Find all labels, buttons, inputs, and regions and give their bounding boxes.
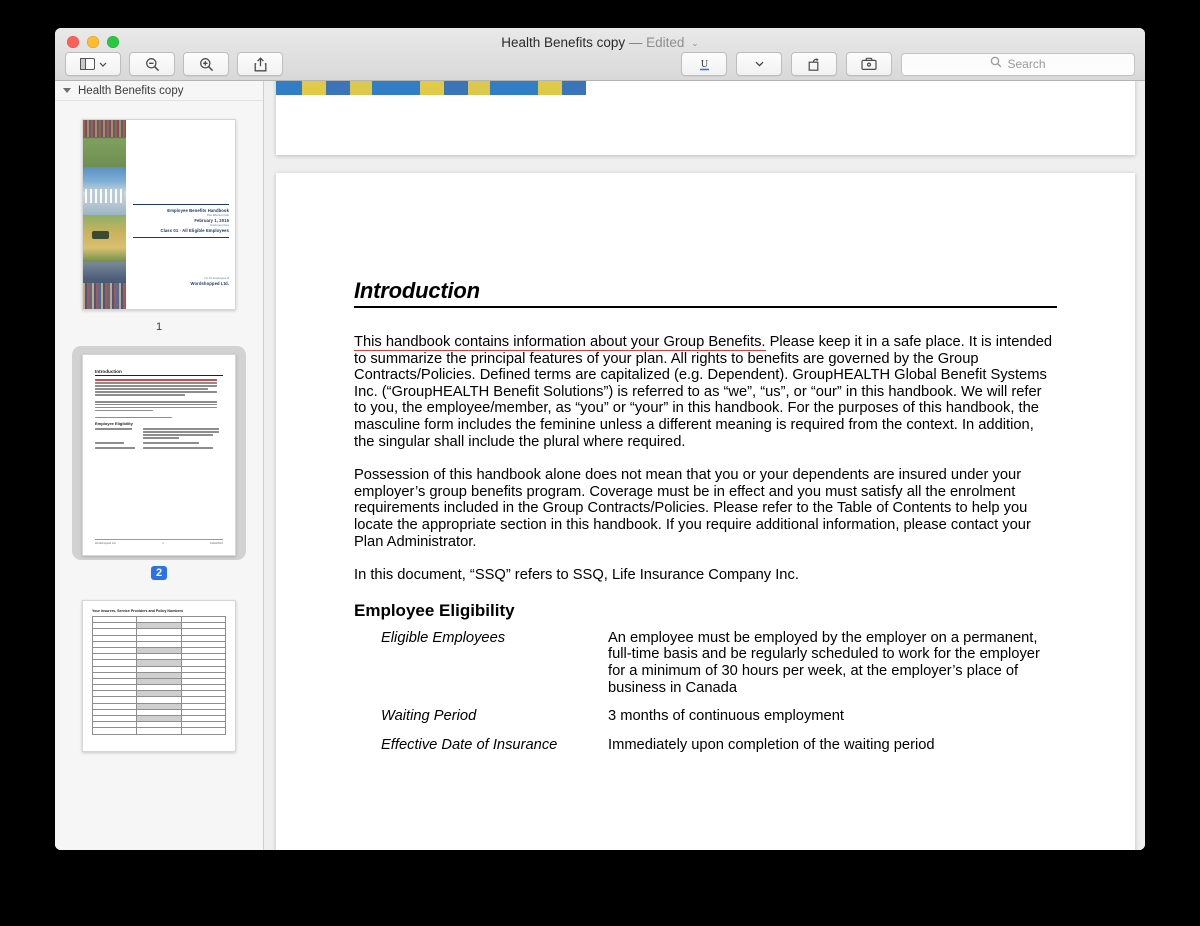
text-line: [95, 417, 172, 419]
cover-prepared-caption: For the Employees of: [204, 277, 229, 280]
definition-row: [381, 708, 1057, 725]
cover-company: Wordshopped Ltd.: [190, 281, 229, 286]
def-row: [95, 447, 223, 450]
thumbnail-selection-frame: [72, 592, 246, 756]
preview-window: [55, 28, 1145, 850]
footer-center: 2: [162, 542, 164, 545]
footer-left: Wordshopped Ltd.: [95, 542, 117, 545]
definition-description: 3 months of continuous employment: [608, 708, 844, 725]
text-line: [95, 404, 217, 406]
document-content: [276, 173, 1135, 753]
photo-stadium: [83, 120, 126, 167]
zoom-out-button[interactable]: [129, 52, 175, 76]
def-row: [95, 442, 223, 445]
document-viewer[interactable]: [264, 81, 1145, 850]
zoom-in-button[interactable]: [183, 52, 229, 76]
text-line: [95, 394, 185, 396]
page-number-label-2: 2: [151, 566, 167, 580]
zoom-out-icon: [145, 57, 160, 72]
underline-icon: [698, 57, 711, 72]
table-row: [93, 728, 226, 734]
page-thumbnail-2[interactable]: [82, 354, 236, 556]
section-heading-employee-eligibility: Employee Eligibility: [354, 600, 515, 620]
cover-footer-block: [190, 277, 229, 287]
desc-line: [143, 442, 199, 444]
document-page-2[interactable]: [276, 173, 1135, 850]
paragraph-1-rest: Please keep it in a safe place. It is intended to summarize the principal features of your plan. All rights to benefits are governed by the Group Contracts/Policies. Defined terms are capitalized (e.g. Dependent). GroupHEALTH Global Benefit Systems Inc. (“GroupHEALTH Benefit Solutions”) is referred to as “we”, “us”, or “our” in this handbook. We will refer to you, the employee/member, as “you” or “your” in this handbook. For the purposes of this handbook, the masculine form includes the feminine unless a different meaning is required from the context. In addition, the singular shall include the plural where required.: [354, 334, 1053, 450]
text-line: [95, 391, 217, 393]
svg-text:U: U: [700, 58, 708, 70]
page2-preview-content: [83, 355, 235, 450]
photo-field: [83, 215, 126, 262]
cover-title: Employee Benefits Handbook: [167, 208, 229, 213]
term-line: [95, 428, 132, 430]
markup-toolbox-button[interactable]: [846, 52, 892, 76]
photo-marina: [83, 167, 126, 214]
page-stack: [276, 81, 1135, 850]
paragraph-3: In this document, “SSQ” refers to SSQ, Life Insurance Company Inc.: [354, 567, 799, 584]
page3-table: [92, 616, 226, 735]
document-page-1-partial[interactable]: [276, 81, 1135, 155]
text-line: [95, 388, 208, 390]
rotate-button[interactable]: [791, 52, 837, 76]
definition-row: [381, 737, 1057, 754]
toolbar-left-group: [65, 52, 283, 76]
text-line: [95, 385, 217, 387]
text-line: [95, 401, 217, 403]
thumbnail-selection-frame: [72, 346, 246, 560]
zoom-in-icon: [199, 57, 214, 72]
share-button[interactable]: [237, 52, 283, 76]
rotate-icon: [807, 57, 822, 72]
desc-line: [143, 447, 213, 449]
footer-right: 01/02/2015: [210, 542, 223, 545]
edited-status: Edited: [646, 35, 685, 50]
definition-description: Immediately upon completion of the waiting period: [608, 736, 935, 753]
window-titlebar: [55, 28, 1145, 81]
toolbar-right-group: [681, 52, 1135, 76]
heading-rule: [354, 306, 1057, 308]
thumbnail-sidebar: [55, 81, 264, 850]
page3-table-title: Your Insurers, Service Providers and Policy Numbers: [92, 609, 184, 613]
cover-date-caption: Plan Effective Date: [206, 214, 229, 217]
cover-text-area: [126, 120, 235, 309]
term-line: [95, 447, 135, 449]
definition-row: [381, 630, 1057, 696]
window-body: [55, 81, 1145, 850]
cover-class-caption: Employee Class: [210, 224, 229, 227]
sidebar-header[interactable]: [55, 81, 263, 101]
annotated-line: [95, 379, 217, 381]
search-placeholder: Search: [1007, 57, 1046, 71]
definition-term: Effective Date of Insurance: [381, 736, 558, 753]
disclosure-triangle-icon[interactable]: [63, 88, 71, 93]
chevron-down-icon[interactable]: ⌄: [691, 38, 699, 48]
photo-crowd: [83, 262, 126, 309]
document-heading: Introduction: [354, 278, 480, 303]
definition-term: Waiting Period: [381, 708, 477, 725]
markup-options-button[interactable]: [736, 52, 782, 76]
desc-line: [143, 434, 213, 436]
chevron-down-icon: [755, 61, 764, 67]
page2-footer: [95, 539, 223, 545]
chevron-down-icon: [99, 62, 107, 67]
toolbox-icon: [861, 57, 877, 71]
thumbnail-list[interactable]: [55, 101, 263, 850]
red-underline-annotation[interactable]: This handbook contains information about your Group Benefits.: [354, 334, 766, 350]
desc-line: [143, 437, 179, 439]
term-line: [95, 442, 124, 444]
definition-description: An employee must be employed by the employer on a permanent, full-time basis and be regularly scheduled to work for the employer for a minimum of 30 hours per week, at the employer’s place of business in Canada: [608, 629, 1040, 696]
def-row: [95, 428, 223, 440]
cover-date: February 1, 2015: [194, 218, 229, 223]
title-dash: —: [628, 35, 643, 50]
page-number-label-1: 1: [155, 321, 163, 333]
cover-photo-strip: [83, 120, 126, 309]
document-title-text: Health Benefits copy: [501, 35, 626, 50]
desc-line: [143, 428, 219, 430]
thumbnail-item-1[interactable]: [55, 107, 263, 342]
sidebar-icon: [80, 58, 95, 70]
cover-photo-audience: [276, 81, 586, 95]
sidebar-toggle-button[interactable]: [65, 52, 121, 76]
text-line: [95, 410, 153, 412]
sidebar-header-title: Health Benefits copy: [78, 84, 184, 97]
thumbnail-item-3[interactable]: [55, 588, 263, 764]
search-icon: [990, 55, 1002, 73]
window-title: [55, 34, 1145, 53]
page-thumbnail-1[interactable]: [82, 119, 236, 310]
text-line: [95, 382, 217, 384]
cover-title-block: [133, 204, 229, 238]
search-input[interactable]: [901, 53, 1135, 76]
definition-term: Eligible Employees: [381, 629, 506, 646]
thumbnail-selection-frame: [72, 111, 246, 314]
page2-subheading: Employee Eligibility: [95, 421, 133, 427]
thumbnail-item-2[interactable]: [55, 342, 263, 588]
share-icon: [254, 57, 267, 72]
photo-lawn-chairs: [276, 81, 586, 95]
page2-heading: Introduction: [95, 369, 223, 376]
paragraph-1: [354, 334, 1057, 450]
page3-preview-content: [83, 601, 235, 735]
page-thumbnail-3[interactable]: [82, 600, 236, 752]
markup-underline-button[interactable]: [681, 52, 727, 76]
desc-line: [143, 431, 219, 433]
text-line: [95, 407, 217, 409]
definition-list: [381, 630, 1057, 754]
paragraph-2: Possession of this handbook alone does not mean that you or your dependents are insured under your employer’s group benefits program. Coverage must be in effect and you must satisfy all the enrolment requirements included in the Group Contracts/Policies. Please refer to the Table of Contents to help you locate the appropriate section in this handbook. If you require additional information, please contact your Plan Administrator.: [354, 467, 1031, 550]
cover-class: Class 01 - All Eligible Employees: [160, 228, 229, 233]
